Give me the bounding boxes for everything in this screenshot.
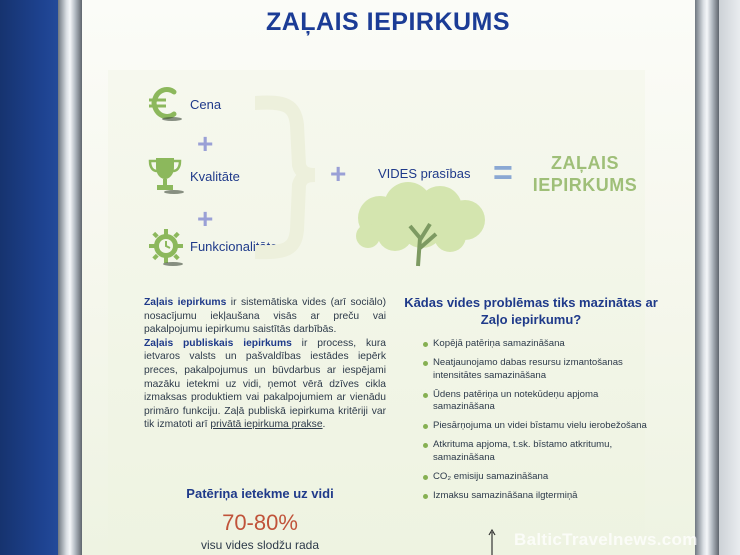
list-item: Ūdens patēriņa un notekūdeņu apjoma samazināšana — [422, 389, 662, 414]
list-item: Atkrituma apjoma, t.sk. bīstamo atkritumu, samazināšana — [422, 439, 662, 464]
term-green-procurement: Zaļais iepirkums — [144, 297, 227, 308]
brace-shape — [255, 95, 335, 260]
display-pole-left — [58, 0, 82, 555]
result-line-2: IEPIRKUMS — [532, 175, 638, 195]
env-requirements-label: VIDES prasības — [378, 166, 471, 181]
list-item: CO₂ emisiju samazināšana — [422, 471, 662, 484]
definition-2: ir process, kura ietvaros valsts un pašvaldības iestādes iepērk preces, pakalpojumus un būvdarbus ar iespējami mazāku ietekmi uz vidi, ņemot vērā dzīves cikla izmaksas produktiem vai pakalpojumiem ar vienādu primāro funkciju. Zaļā publiskā iepirkuma kritēriji var tik izmatoti arī — [144, 337, 387, 431]
plus-sign-2: + — [197, 203, 214, 234]
tree-illustration — [330, 178, 510, 268]
private-procurement-phrase: privātā iepirkuma prakse — [210, 419, 323, 431]
problems-list — [422, 338, 662, 509]
description-paragraph-1 — [144, 296, 386, 337]
list-item: Piesārņojuma un videi bīstamu vielu ierobežošana — [422, 420, 662, 433]
blue-wall — [0, 0, 62, 555]
plus-sign-1: + — [197, 128, 214, 159]
euro-icon — [146, 86, 186, 122]
trophy-icon — [146, 155, 186, 195]
item-label-cena: Cena — [190, 97, 222, 112]
list-item: Kopējā patēriņa samazināšana — [422, 338, 662, 351]
description-text — [144, 296, 386, 432]
gear-icon — [146, 227, 186, 267]
definition-1: ir sistemātiska vides (arī sociālo) nosacījumu iekļaušana visās ar preču vai pakalpojumu iepirkumu saistītās darbībās. — [144, 297, 386, 336]
list-item: Neatjaunojamo dabas resursu izmantošanas intensitātes samazināšana — [422, 357, 662, 382]
period: . — [322, 419, 326, 431]
description-paragraph-2 — [144, 337, 386, 432]
plus-sign-3: + — [330, 158, 347, 189]
term-green-public-procurement: Zaļais publiskais iepirkums — [144, 337, 292, 349]
light-wall — [716, 0, 740, 555]
impact-value: 70-80% — [222, 510, 298, 535]
watermark: BalticTravelnews.com — [514, 530, 698, 549]
chart-axis-fragment — [486, 528, 498, 555]
result-label — [515, 152, 655, 196]
equals-sign: = — [493, 154, 513, 192]
result-line-1: ZAĻAIS — [551, 153, 619, 173]
display-pole-right — [695, 0, 719, 555]
list-item: Izmaksu samazināšana ilgtermiņā — [422, 490, 662, 503]
item-label-kvalitate: Kvalitāte — [190, 169, 240, 184]
poster-title: ZAĻAIS IEPIRKUMS — [265, 8, 511, 36]
impact-title: Patēriņa ietekme uz vidi — [186, 486, 334, 501]
problems-title: Kādas vides problēmas tiks mazinātas ar Zaļo iepirkumu? — [404, 295, 658, 327]
item-label-funkcionalitate: Funkcionalitāte — [190, 239, 278, 254]
impact-subtitle: visu vides slodžu rada — [200, 538, 320, 552]
